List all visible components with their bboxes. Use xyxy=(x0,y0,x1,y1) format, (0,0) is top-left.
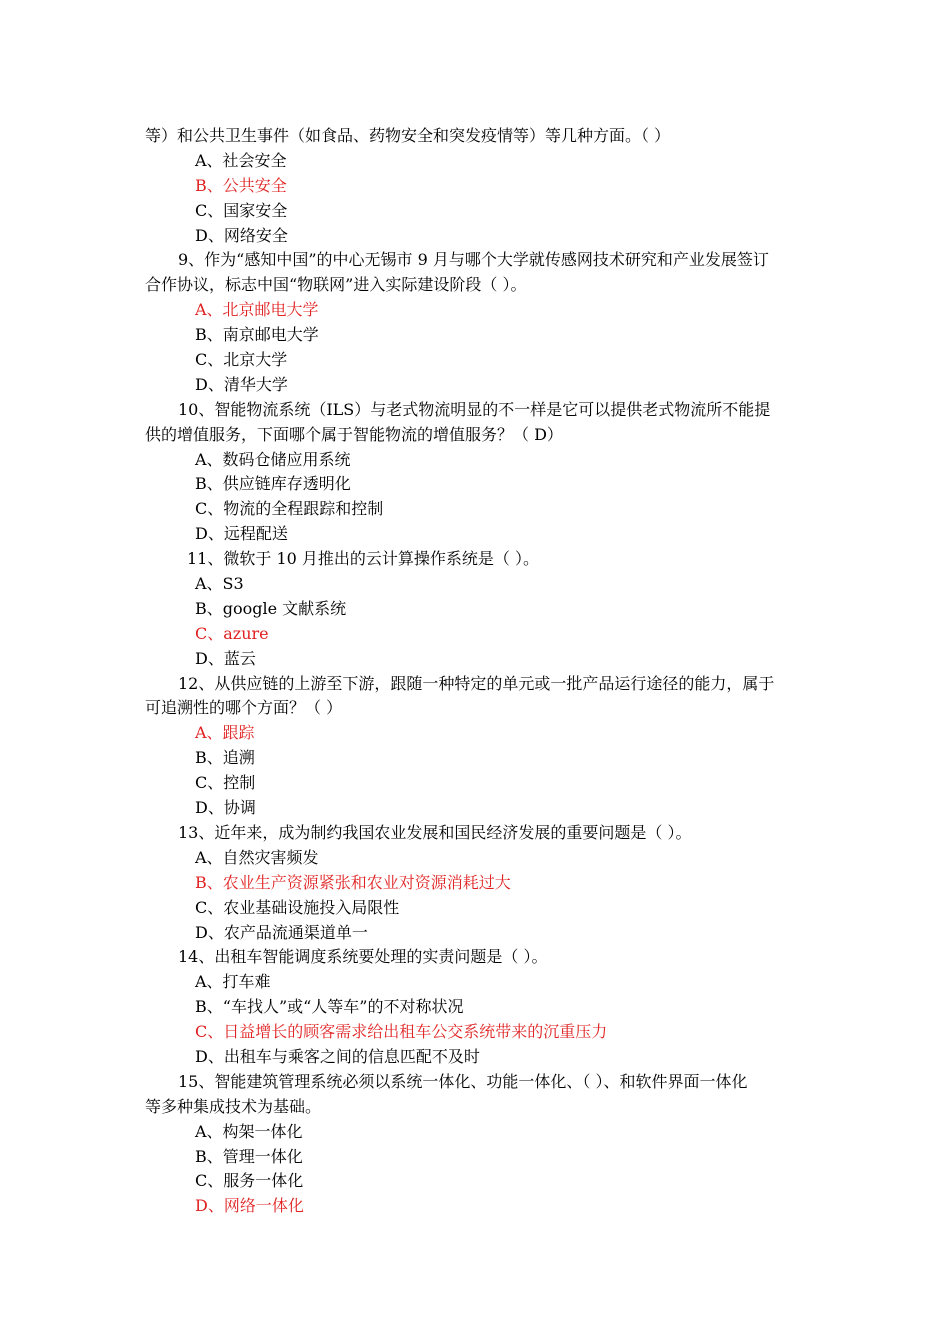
question-12 xyxy=(145,672,810,821)
question-9 xyxy=(145,248,810,397)
question-10 xyxy=(145,398,810,547)
option: D、网络一体化 xyxy=(195,1196,304,1216)
option: A、社会安全 xyxy=(195,150,287,170)
option: A、S3 xyxy=(195,574,244,594)
option: A、跟踪 xyxy=(195,723,255,743)
option: D、出租车与乘客之间的信息匹配不及时 xyxy=(195,1046,480,1066)
question-text: 13、近年来，成为制约我国农业发展和国民经济发展的重要问题是（ ）。 xyxy=(178,822,692,842)
option: A、打车难 xyxy=(195,972,271,992)
option: C、北京大学 xyxy=(195,350,288,370)
question-text: 15、智能建筑管理系统必须以系统一体化、功能一体化、（ ）、和软件界面一体化 xyxy=(178,1071,748,1091)
option: D、农产品流通渠道单一 xyxy=(195,922,368,942)
question-text: 10、智能物流系统（ILS）与老式物流明显的不一样是它可以提供老式物流所不能提 xyxy=(178,399,771,419)
option: C、azure xyxy=(195,623,269,643)
option: B、公共安全 xyxy=(195,175,287,195)
question-8-options xyxy=(145,149,810,249)
option: B、追溯 xyxy=(195,748,255,768)
question-text: 等多种集成技术为基础。 xyxy=(145,1096,322,1116)
option: D、网络安全 xyxy=(195,225,288,245)
option: C、日益增长的顾客需求给出租车公交系统带来的沉重压力 xyxy=(195,1022,608,1042)
option: D、协调 xyxy=(195,798,256,818)
option: C、控制 xyxy=(195,773,256,793)
question-15 xyxy=(145,1070,810,1219)
question-text: 14、出租车智能调度系统要处理的实责问题是（ ）。 xyxy=(178,947,548,967)
option: C、物流的全程跟踪和控制 xyxy=(195,499,384,519)
question-text: 供的增值服务，下面哪个属于智能物流的增值服务？（ D） xyxy=(145,424,563,444)
option: C、国家安全 xyxy=(195,200,288,220)
option: B、管理一体化 xyxy=(195,1146,303,1166)
option: C、农业基础设施投入局限性 xyxy=(195,897,400,917)
option: D、蓝云 xyxy=(195,648,256,668)
option: B、供应链库存透明化 xyxy=(195,474,351,494)
option: D、清华大学 xyxy=(195,374,288,394)
option: B、南京邮电大学 xyxy=(195,325,319,345)
question-text: 合作协议，标志中国“物联网”进入实际建设阶段（ ）。 xyxy=(145,275,527,295)
question-text: 可追溯性的哪个方面？（ ） xyxy=(145,698,343,718)
option: C、服务一体化 xyxy=(195,1171,304,1191)
question-text: 12、从供应链的上游至下游，跟随一种特定的单元或一批产品运行途径的能力，属于 xyxy=(178,673,775,693)
question-11 xyxy=(145,547,810,671)
option: B、“车找人”或“人等车”的不对称状况 xyxy=(195,997,464,1017)
question-text: 11、微软于 10 月推出的云计算操作系统是（ ）。 xyxy=(187,549,539,569)
option: A、数码仓储应用系统 xyxy=(195,449,351,469)
option: D、远程配送 xyxy=(195,524,288,544)
document-page xyxy=(145,124,810,1219)
question-14 xyxy=(145,945,810,1069)
option: B、农业生产资源紧张和农业对资源消耗过大 xyxy=(195,872,511,892)
option: A、构架一体化 xyxy=(195,1121,303,1141)
question-13 xyxy=(145,821,810,945)
option: A、自然灾害频发 xyxy=(195,847,319,867)
option: A、北京邮电大学 xyxy=(195,300,319,320)
question-8-continuation: 等）和公共卫生事件（如食品、药物安全和突发疫情等）等几种方面。（ ） xyxy=(145,126,671,145)
option: B、google 文献系统 xyxy=(195,598,347,618)
question-text: 9、作为“感知中国”的中心无锡市 9 月与哪个大学就传感网技术研究和产业发展签订 xyxy=(178,250,769,270)
